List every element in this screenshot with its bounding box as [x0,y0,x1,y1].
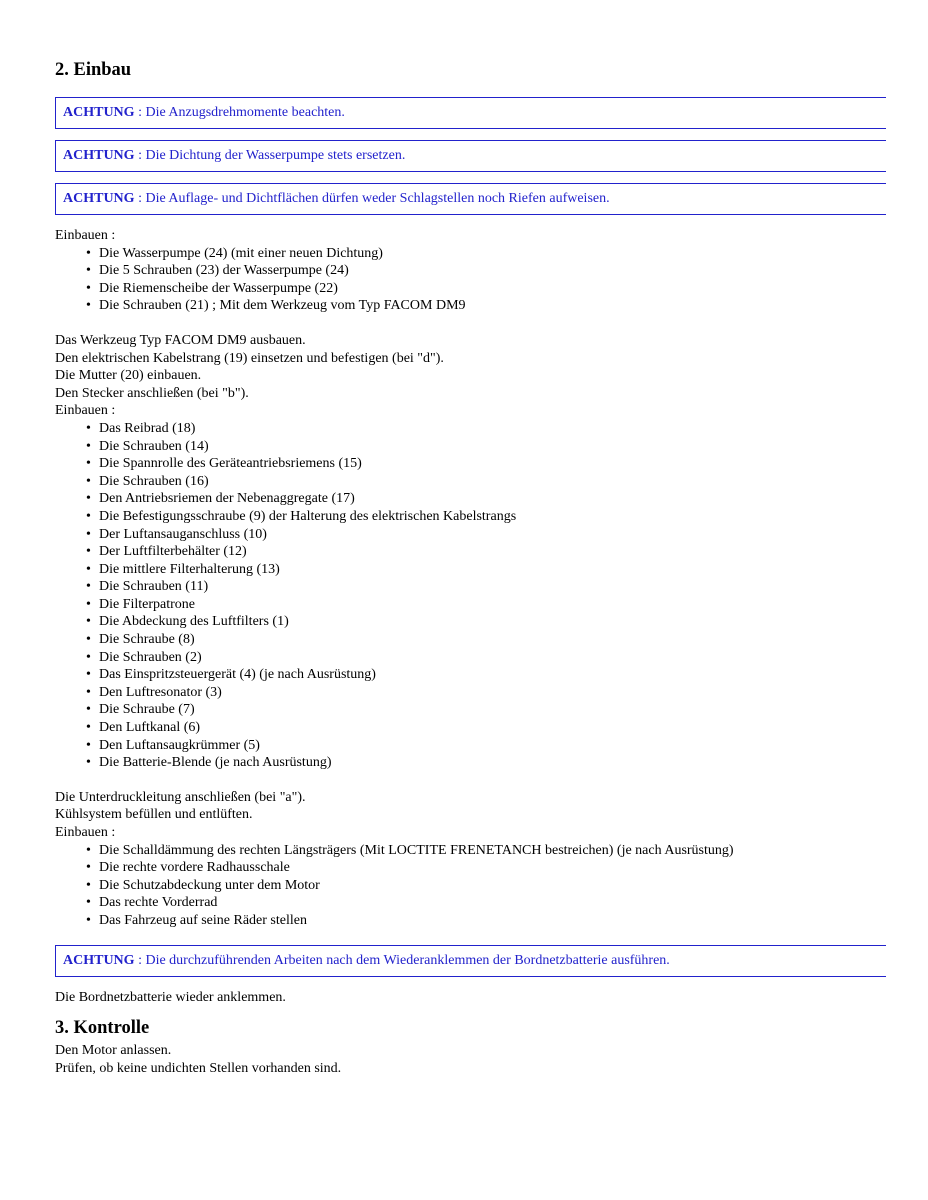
list-item: • Die Filterpatrone [99,596,886,614]
install-intro: Einbauen : [55,228,116,243]
list-item: • Den Luftkanal (6) [99,719,886,737]
list-item: • Den Antriebsriemen der Nebenaggregate (17) [99,490,886,508]
list-item: • Die Spannrolle des Geräteantriebsriemens (15) [99,455,886,473]
warning-label: ACHTUNG [63,105,135,120]
instruction-line: Das Werkzeug Typ FACOM DM9 ausbauen. [55,332,306,348]
warning-label: ACHTUNG [63,191,135,206]
instruction-line: Einbauen : [55,825,116,840]
warning-text: : Die Dichtung der Wasserpumpe stets ersetzen. [134,148,406,163]
list-item: • Die Schrauben (11) [99,578,886,596]
list-item: • Die mittlere Filterhalterung (13) [99,561,886,579]
warning-notice [55,183,886,215]
instruction-line: Prüfen, ob keine undichten Stellen vorhanden sind. [55,1060,342,1076]
instruction-line: Kühlsystem befüllen und entlüften. [55,807,253,823]
warning-text: : Die Anzugsdrehmomente beachten. [134,105,345,120]
instruction-line: Den elektrischen Kabelstrang (19) einsetzen und befestigen (bei "d"). [55,350,444,366]
list-item: • Die Batterie-Blende (je nach Ausrüstung) [99,754,886,772]
instruction-line: Die Mutter (20) einbauen. [55,368,202,384]
list-item: • Das rechte Vorderrad [99,894,886,912]
install-list [55,420,886,772]
instruction-line: Die Bordnetzbatterie wieder anklemmen. [55,989,286,1005]
list-item: • Den Luftansaugkrümmer (5) [99,737,886,755]
install-list [55,842,886,930]
instruction-line: Den Stecker anschließen (bei "b"). [55,385,249,401]
instruction-line: Den Motor anlassen. [55,1043,172,1059]
warning-notice [55,97,886,129]
list-item: • Die Wasserpumpe (24) (mit einer neuen Dichtung) [99,245,886,263]
list-item: • Die Schrauben (16) [99,473,886,491]
instruction-line: Die Unterdruckleitung anschließen (bei "a"). [55,789,306,805]
list-item: • Das Fahrzeug auf seine Räder stellen [99,912,886,930]
list-item: • Die Schraube (7) [99,701,886,719]
warning-notice [55,140,886,172]
list-item: • Der Luftfilterbehälter (12) [99,543,886,561]
list-item: • Die Schrauben (14) [99,438,886,456]
list-item: • Die Schrauben (21) ; Mit dem Werkzeug vom Typ FACOM DM9 [99,297,886,315]
list-item: • Die Abdeckung des Luftfilters (1) [99,613,886,631]
warning-label: ACHTUNG [63,952,135,968]
list-item: • Die Schutzabdeckung unter dem Motor [99,877,886,895]
list-item: • Das Einspritzsteuergerät (4) (je nach Ausrüstung) [99,666,886,684]
list-item: • Der Luftansauganschluss (10) [99,526,886,544]
section-title-check: 3. Kontrolle [55,1018,150,1039]
list-item: • Die Befestigungsschraube (9) der Halterung des elektrischen Kabelstrangs [99,508,886,526]
document-page [55,58,886,1077]
list-item: • Den Luftresonator (3) [99,684,886,702]
warning-text: : Die durchzuführenden Arbeiten nach dem Wiederanklemmen der Bordnetzbatterie ausführen. [134,952,670,968]
list-item: • Die rechte vordere Radhausschale [99,859,886,877]
warning-label: ACHTUNG [63,148,135,163]
section-title-install: 2. Einbau [55,60,132,80]
list-item: • Die Schrauben (2) [99,649,886,667]
list-item: • Das Reibrad (18) [99,420,886,438]
list-item: • Die Schalldämmung des rechten Längsträgers (Mit LOCTITE FRENETANCH bestreichen) (je nach Ausrüstung) [99,842,886,860]
list-item: • Die Riemenscheibe der Wasserpumpe (22) [99,280,886,298]
list-item: • Die Schraube (8) [99,631,886,649]
list-item: • Die 5 Schrauben (23) der Wasserpumpe (24) [99,262,886,280]
warning-notice [55,945,886,977]
install-list [55,245,886,315]
warning-text: : Die Auflage- und Dichtflächen dürfen weder Schlagstellen noch Riefen aufweisen. [134,191,610,206]
instruction-line: Einbauen : [55,403,116,419]
